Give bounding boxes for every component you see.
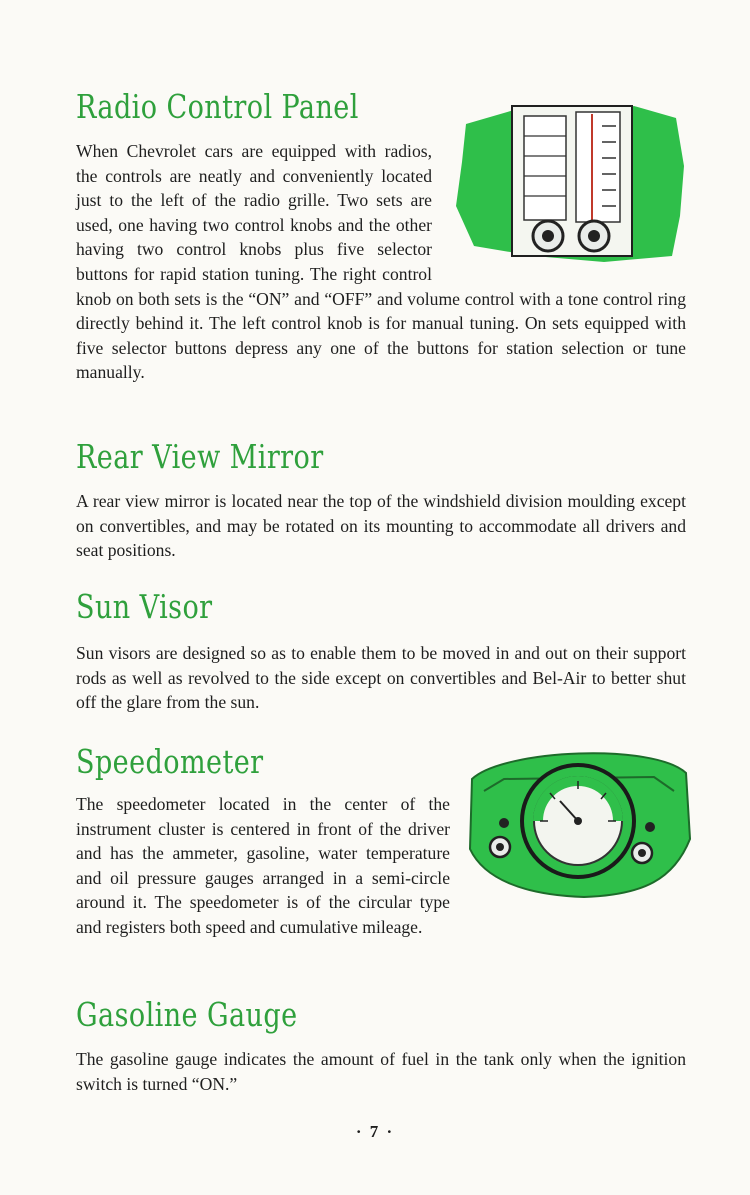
section-sun-visor [76,587,686,715]
page-number: · 7 · [355,1122,395,1141]
gasoline-gauge-text: The gasoline gauge indicates the amount of fuel in the tank only when the ignition switch is turned “ON.” [76,1049,686,1094]
radio-control-panel-heading: Radio Control Panel [76,87,359,126]
rear-view-mirror-heading: Rear View Mirror [76,437,324,476]
sun-visor-heading: Sun Visor [76,587,213,626]
radio-control-panel-text: When Chevrolet cars are equipped with radios, the controls are neatly and conveniently located just to the left of the radio grille. Two sets are used, one having two control knobs and the other having two control knobs plus five selector buttons for rapid station tuning. The right control knob on both sets is the “ON” and “OFF” and volume control with a tone control ring directly behind it. The left control knob is for manual tuning. On sets equipped with five selector buttons depress any one of the buttons for station selection or tune manually. [76,141,686,383]
section-speedometer [76,742,686,940]
section-radio-control-panel [76,87,686,385]
speedometer-heading: Speedometer [76,742,264,781]
rear-view-mirror-text: A rear view mirror is located near the top of the windshield division moulding except on convertibles, and may be rotated on its mounting to accommodate all drivers and seat positions. [76,491,686,561]
sun-visor-text: Sun visors are designed so as to enable them to be moved in and out on their support rods as well as revolved to the side except on convertibles and Bel-Air to better shut off the glare from the sun. [76,643,686,713]
gasoline-gauge-heading: Gasoline Gauge [76,995,298,1034]
speedometer-text: The speedometer located in the center of the instrument cluster is centered in front of the driver and has the ammeter, gasoline, water temperature and oil pressure gauges arranged in a semi-circle around it. The speedometer is of the circular type and registers both speed and cumulative mileage. [76,794,450,937]
section-rear-view-mirror [76,437,686,563]
section-gasoline-gauge [76,995,686,1096]
